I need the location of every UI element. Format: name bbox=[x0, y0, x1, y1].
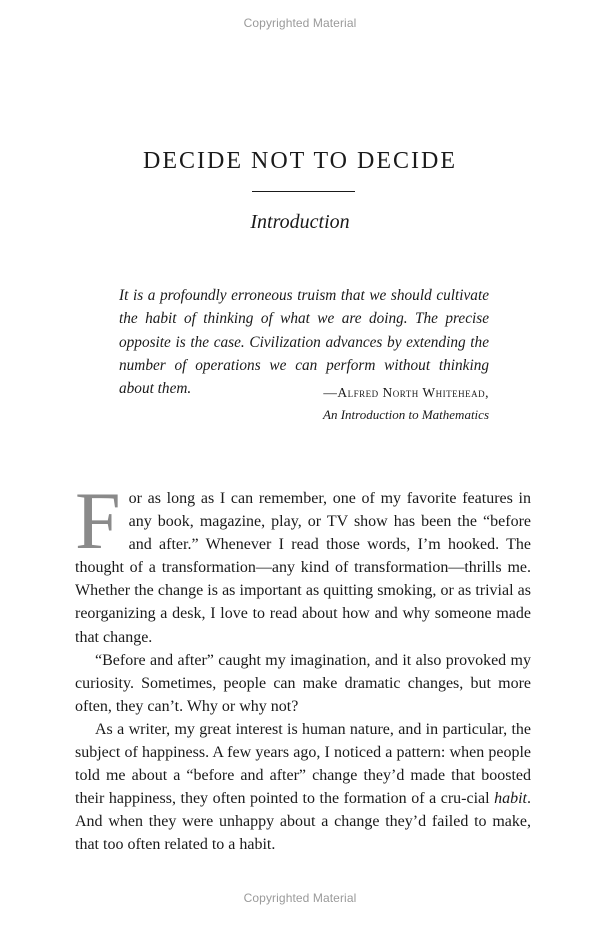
paragraph-1-text: or as long as I can remember, one of my favorite features in any book, magazine, play, or TV show has been the “before and after.” Whenever I read those words, I’m hooked. The thought of a transformation—any kind of transformation—thrills me. Whether the change is as important as quitting smoking, or as trivial as reorganizing a desk, I love to read about how and why someone made that change. bbox=[75, 490, 531, 646]
title-divider bbox=[252, 191, 355, 192]
paragraph-2: “Before and after” caught my imagination, and it also provoked my curiosity. Sometimes, people can make dramatic changes, but more often, they can’t. Why or why not? bbox=[75, 651, 531, 715]
drop-cap: F bbox=[75, 475, 121, 566]
epigraph-quote: It is a profoundly erroneous truism that we should cultivate the habit of thinking of what we are doing. The precise opposite is the case. Civilization advances by extending the number of operations we can perform without thinking about them. bbox=[119, 287, 489, 398]
paragraph-1 bbox=[75, 475, 531, 649]
chapter-subtitle: Introduction bbox=[250, 211, 350, 233]
paragraph-3-emphasis: habit bbox=[494, 790, 527, 808]
body-text bbox=[75, 475, 531, 857]
paragraph-3-text-a: As a writer, my great interest is human nature, and in particular, the subject of happiness. A few years ago, I noticed a pattern: when people told me about a “before and after” change they’d made that boosted their happiness, they often pointed to the formation of a cru-cial bbox=[75, 720, 531, 808]
paragraph-3 bbox=[75, 718, 531, 857]
chapter-title: DECIDE NOT TO DECIDE bbox=[143, 148, 457, 174]
copyright-watermark-top: Copyrighted Material bbox=[243, 16, 357, 30]
paragraph-3-text-b: . And when they were unhappy about a change they’d failed to make, that too often related to a habit. bbox=[75, 790, 531, 854]
copyright-watermark-bottom: Copyrighted Material bbox=[243, 891, 357, 905]
epigraph-attribution-work: An Introduction to Mathematics bbox=[323, 407, 489, 422]
epigraph-attribution-name: —Alfred North Whitehead, bbox=[323, 385, 489, 400]
